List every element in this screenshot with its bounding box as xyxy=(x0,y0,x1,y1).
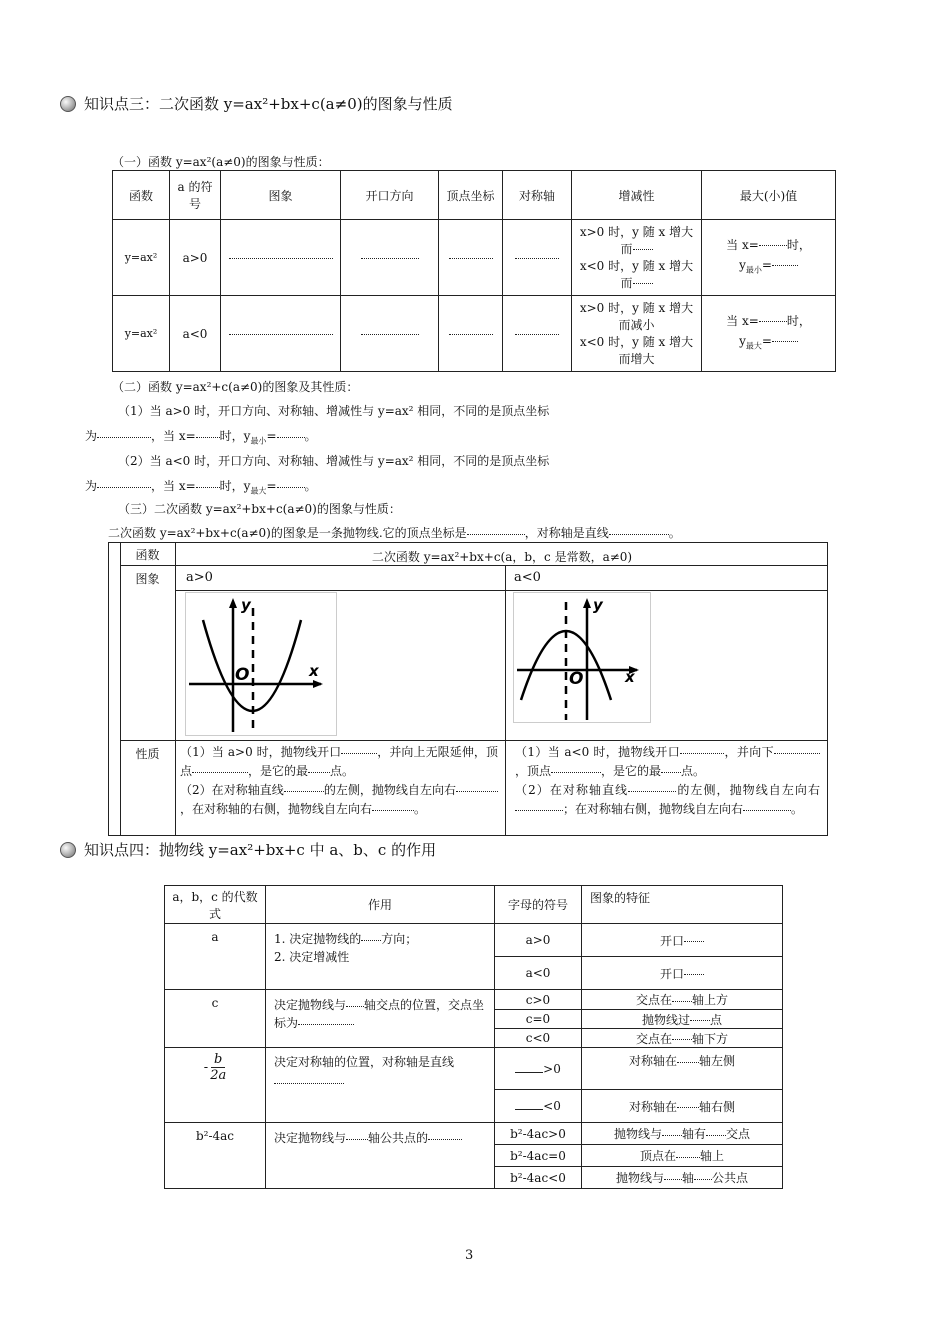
part3-title: （三）二次函数 y=ax²+bx+c(a≠0)的图象与性质： xyxy=(118,502,401,516)
part2-title: （二）函数 y=ax²+c(a≠0)的图象及其性质： xyxy=(112,380,359,394)
svg-text:O: O xyxy=(569,669,584,689)
svg-text:x: x xyxy=(625,668,635,686)
part3-intro: 二次函数 y=ax²+bx+c(a≠0)的图象是一条抛物线.它的顶点坐标是 ，对称轴是直线 。 xyxy=(108,526,681,540)
svg-text:y: y xyxy=(241,596,251,614)
svg-text:y: y xyxy=(593,596,603,614)
svg-text:O: O xyxy=(235,665,250,685)
table-row: c 决定抛物线与 轴交点的位置，交点坐标为 c>0 交点在 轴上方 xyxy=(165,990,783,1010)
table-row: b²-4ac 决定抛物线与 轴公共点的 b²-4ac>0 抛物线与 轴有 交点 xyxy=(165,1123,783,1145)
parabola-down-graph xyxy=(513,592,651,723)
section-bullet-icon xyxy=(60,96,76,112)
section3-heading: 知识点三：二次函数 y=ax²+bx+c(a≠0)的图象与性质 xyxy=(60,93,453,114)
table-row: a 1. 决定抛物线的 方向； 2. 决定增减性 a>0 开口 xyxy=(165,924,783,957)
section4-heading: 知识点四：抛物线 y=ax²+bx+c 中 a、b、c 的作用 xyxy=(60,839,436,860)
table-row: y=ax² a<0 x>0 时，y 随 x 增大而减小 x<0 时，y 随 x 增大而增大 当 x= 时， $y_{最大}=$ xyxy=(113,296,836,372)
table-row: <0 对称轴在 轴右侧 xyxy=(165,1090,783,1123)
svg-text:x: x xyxy=(309,662,319,680)
section-bullet-icon xyxy=(60,842,76,858)
table-row: y=ax² a>0 x>0 时，y 随 x 增大而 x<0 时，y 随 x 增大而 当 x= 时， $y_{最小}=$ xyxy=(113,220,836,296)
neg-properties: （1）当 a<0 时，抛物线开口 ，并向下，顶点 ，是它的最 点。 （2）在对称轴直线 的左侧，抛物线自左向右；在对称轴右侧，抛物线自左向右 。 xyxy=(515,745,820,816)
table-row: c=0 抛物线过 点 xyxy=(165,1010,783,1029)
table-row: - b 2a 决定对称轴的位置，对称轴是直线 >0 对称轴在 轴左侧 xyxy=(165,1048,783,1090)
part2-line1b: 为 ，当 x= 时，$y_{最小}=$ 。 xyxy=(85,429,317,446)
table-abc-roles: a，b，c 的代数式 作用 字母的符号 图象的特征 a 1. 决定抛物线的 方向； 2. 决定增减性 a>0 开口 a<0 开口 c 决定抛物线与 轴交点的位置，交点坐标为 c>0 交点在 轴上方 c=0 抛物线过 点 c<0 交点在 轴下方 - b 2a 决定对称轴的位置，对称轴是直线 >0 对称轴在 轴左侧 <0 对称轴在 轴右侧 b²-4ac 决定抛物线与 轴公共点的 b²-4ac>0 抛物线与 轴有 交点 b²-4ac=0 顶点在 轴上 b²-4ac<0 抛物线与 轴 公共点 xyxy=(164,885,783,1189)
page-number: 3 xyxy=(465,1248,474,1263)
part2-line2b: 为 ，当 x= 时，$y_{最大}=$ 。 xyxy=(85,479,317,496)
parabola-up-graph xyxy=(185,592,337,736)
table-row: a<0 开口 xyxy=(165,957,783,990)
table-ax2: 函数 a 的符号 图象 开口方向 顶点坐标 对称轴 增减性 最大(小)值 y=ax² a>0 x>0 时，y 随 x 增大而 x<0 时，y 随 x 增大而 当 x= 时， $y_{最小}=$ y=ax² a<0 x>0 时，y 随 x 增大而减小 x<0 时，y 随 x 增大而增大 当 x= 时， $y_{最大}=$ xyxy=(112,170,836,372)
table-row: b²-4ac<0 抛物线与 轴 公共点 xyxy=(165,1167,783,1189)
pos-properties: （1）当 a>0 时，抛物线开口 ，并向上无限延伸，顶点 ，是它的最 点。 （2）在对称轴直线 的左侧，抛物线自左向右，在对称轴的右侧，抛物线自左向右 。 xyxy=(180,745,498,816)
table-row: b²-4ac=0 顶点在 轴上 xyxy=(165,1145,783,1167)
part1-title: （一）函数 y=ax²(a≠0)的图象与性质： xyxy=(112,155,330,169)
table-row: c<0 交点在 轴下方 xyxy=(165,1029,783,1048)
